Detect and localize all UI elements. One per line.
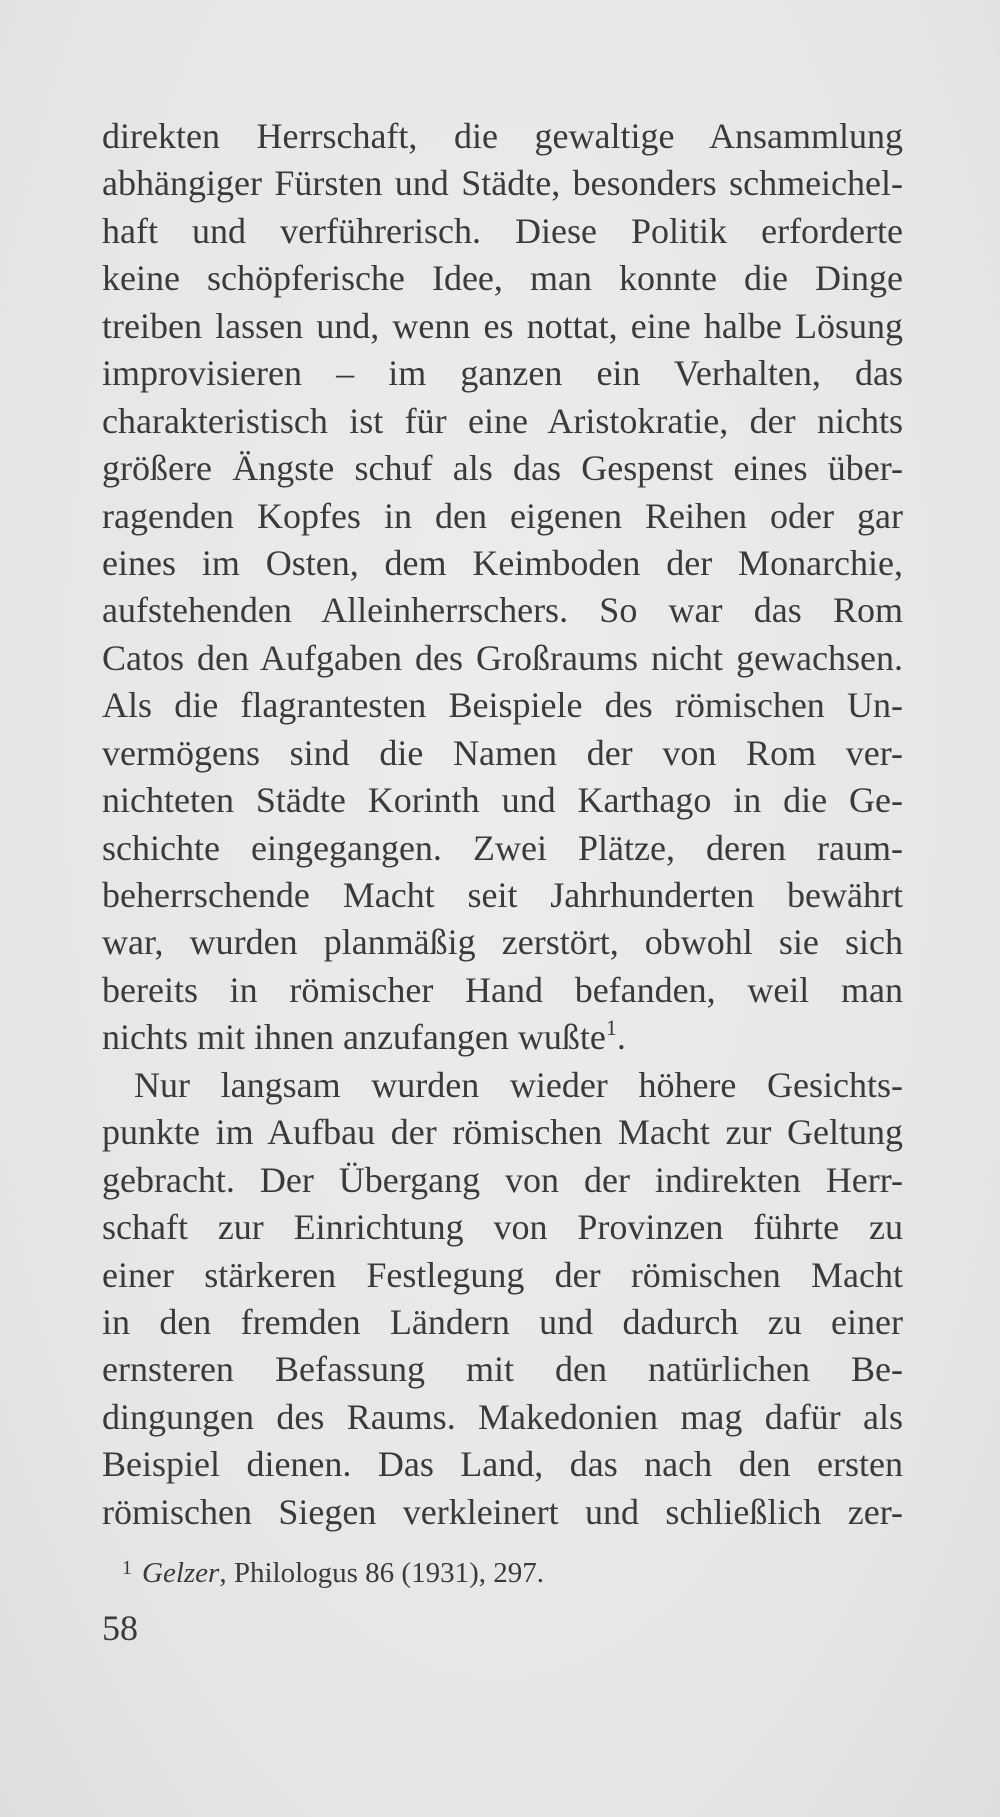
page-number: 58: [102, 1608, 138, 1648]
text-line: Nur langsam wurden wieder höhere Gesichts-: [134, 1064, 903, 1105]
text-line: Beispiel dienen. Das Land, das nach den ersten: [102, 1444, 903, 1485]
text-line: gebracht. Der Übergang von der indirekten Herr-: [102, 1159, 903, 1200]
footnote: [122, 1548, 902, 1593]
text-line: beherrschende Macht seit Jahrhunderten bewährt: [102, 875, 903, 915]
text-line: haft und verführerisch. Diese Politik erforderte: [102, 210, 903, 251]
text-line: nichts mit ihnen anzufangen wußte$^1$.: [102, 1015, 626, 1058]
text-line: vermögens sind die Namen der von Rom ver-: [102, 732, 903, 773]
text-line: war, wurden planmäßig zerstört, obwohl sie sich: [102, 922, 903, 963]
text-line: schichte eingegangen. Zwei Plätze, deren raum-: [102, 827, 903, 868]
text-line: in den fremden Ländern und dadurch zu einer: [102, 1301, 903, 1342]
text-line: größere Ängste schuf als das Gespenst eines über-: [102, 448, 903, 489]
text-line: nichteten Städte Korinth und Karthago in die Ge-: [102, 780, 903, 821]
body-text: [102, 113, 903, 1536]
paragraph-2: [102, 1062, 903, 1536]
text-line: abhängiger Fürsten und Städte, besonders schmeichel-: [102, 163, 903, 204]
text-line: charakteristisch ist für eine Aristokratie, der nichts: [102, 400, 903, 441]
text-line: eines im Osten, dem Keimboden der Monarchie,: [102, 542, 903, 583]
footnote-reference: 1: [605, 1015, 617, 1041]
text-line: schaft zur Einrichtung von Provinzen führte zu: [102, 1207, 903, 1248]
text-line: improvisieren – im ganzen ein Verhalten, das: [102, 353, 903, 394]
text-line: aufstehenden Alleinherrschers. So war das Rom: [102, 590, 903, 631]
paragraph-1: [102, 113, 903, 1062]
text-line: römischen Siegen verkleinert und schließlich zer-: [102, 1491, 903, 1532]
text-line: Als die flagrantesten Beispiele des römischen Un-: [102, 685, 903, 726]
footnote-citation: , Philologus 86 (1931), 297.: [219, 1557, 544, 1589]
text-line: punkte im Aufbau der römischen Macht zur Geltung: [102, 1112, 903, 1153]
text-line: Catos den Aufgaben des Großraums nicht gewachsen.: [102, 637, 903, 678]
text-line: direkten Herrschaft, die gewaltige Ansammlung: [102, 116, 903, 156]
text-line: dingungen des Raums. Makedonien mag dafür als: [102, 1396, 903, 1437]
sentence-end: .: [616, 1017, 626, 1058]
text-line: einer stärkeren Festlegung der römischen Macht: [102, 1254, 903, 1295]
text-line: bereits in römischer Hand befanden, weil man: [102, 969, 903, 1010]
text-line: keine schöpferische Idee, man konnte die Dinge: [102, 258, 903, 299]
footnote-mark: 1: [122, 1557, 132, 1579]
text-line: treiben lassen und, wenn es nottat, eine halbe Lösung: [102, 305, 903, 346]
text-line: ernsteren Befassung mit den natürlichen Be-: [102, 1349, 903, 1390]
footnote-author: Gelzer: [142, 1557, 220, 1589]
text-line: ragenden Kopfes in den eigenen Reihen oder gar: [102, 495, 903, 536]
